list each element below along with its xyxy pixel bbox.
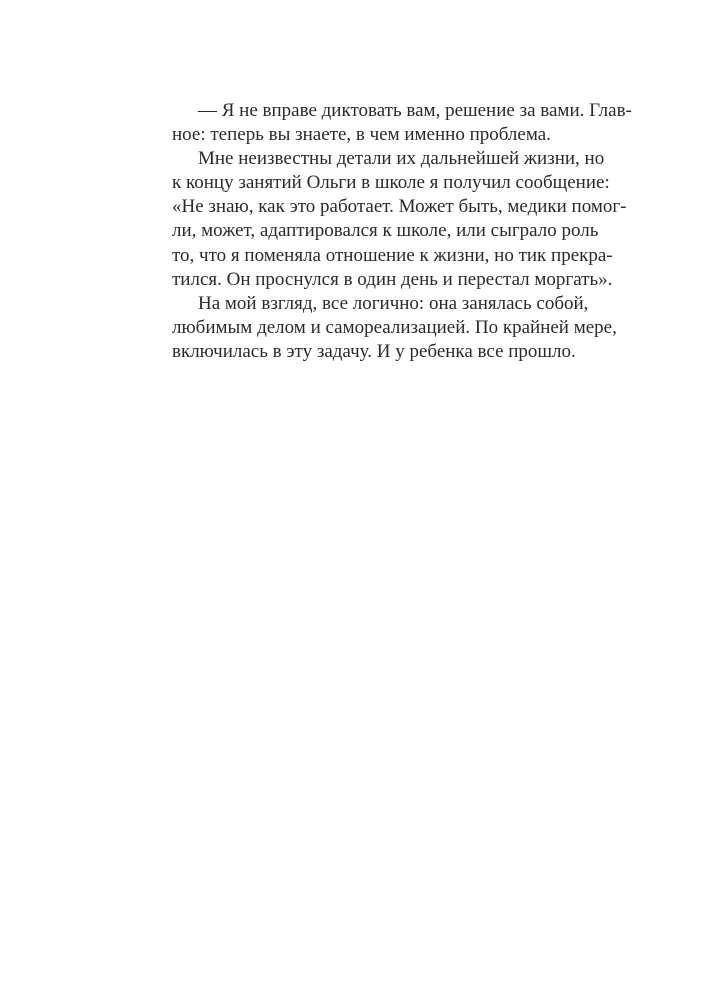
text-line: любимым делом и самореализацией. По крайней мере, (172, 316, 617, 338)
text-line: — Я не вправе диктовать вам, решение за вами. Глав- (198, 100, 632, 121)
text-line: включилась в эту задачу. И у ребенка все прошло. (172, 340, 576, 362)
paragraph (172, 147, 627, 292)
text-line: ное: теперь вы знаете, в чем именно проблема. (172, 124, 551, 146)
text-line: «Не знаю, как это работает. Может быть, медики помог- (172, 196, 627, 218)
page-body-text (172, 99, 632, 364)
text-line: ли, может, адаптировался к школе, или сыграло роль (172, 220, 599, 242)
text-line: тился. Он проснулся в один день и перестал моргать». (172, 268, 613, 290)
text-line: к концу занятий Ольги в школе я получил сообщение: (172, 172, 610, 194)
paragraph (172, 99, 632, 147)
text-line: На мой взгляд, все логично: она занялась собой, (198, 292, 589, 314)
paragraph (172, 292, 617, 364)
text-line: то, что я поменяла отношение к жизни, но тик прекра- (172, 244, 613, 266)
text-line: Мне неизвестны детали их дальнейшей жизни, но (198, 148, 605, 170)
